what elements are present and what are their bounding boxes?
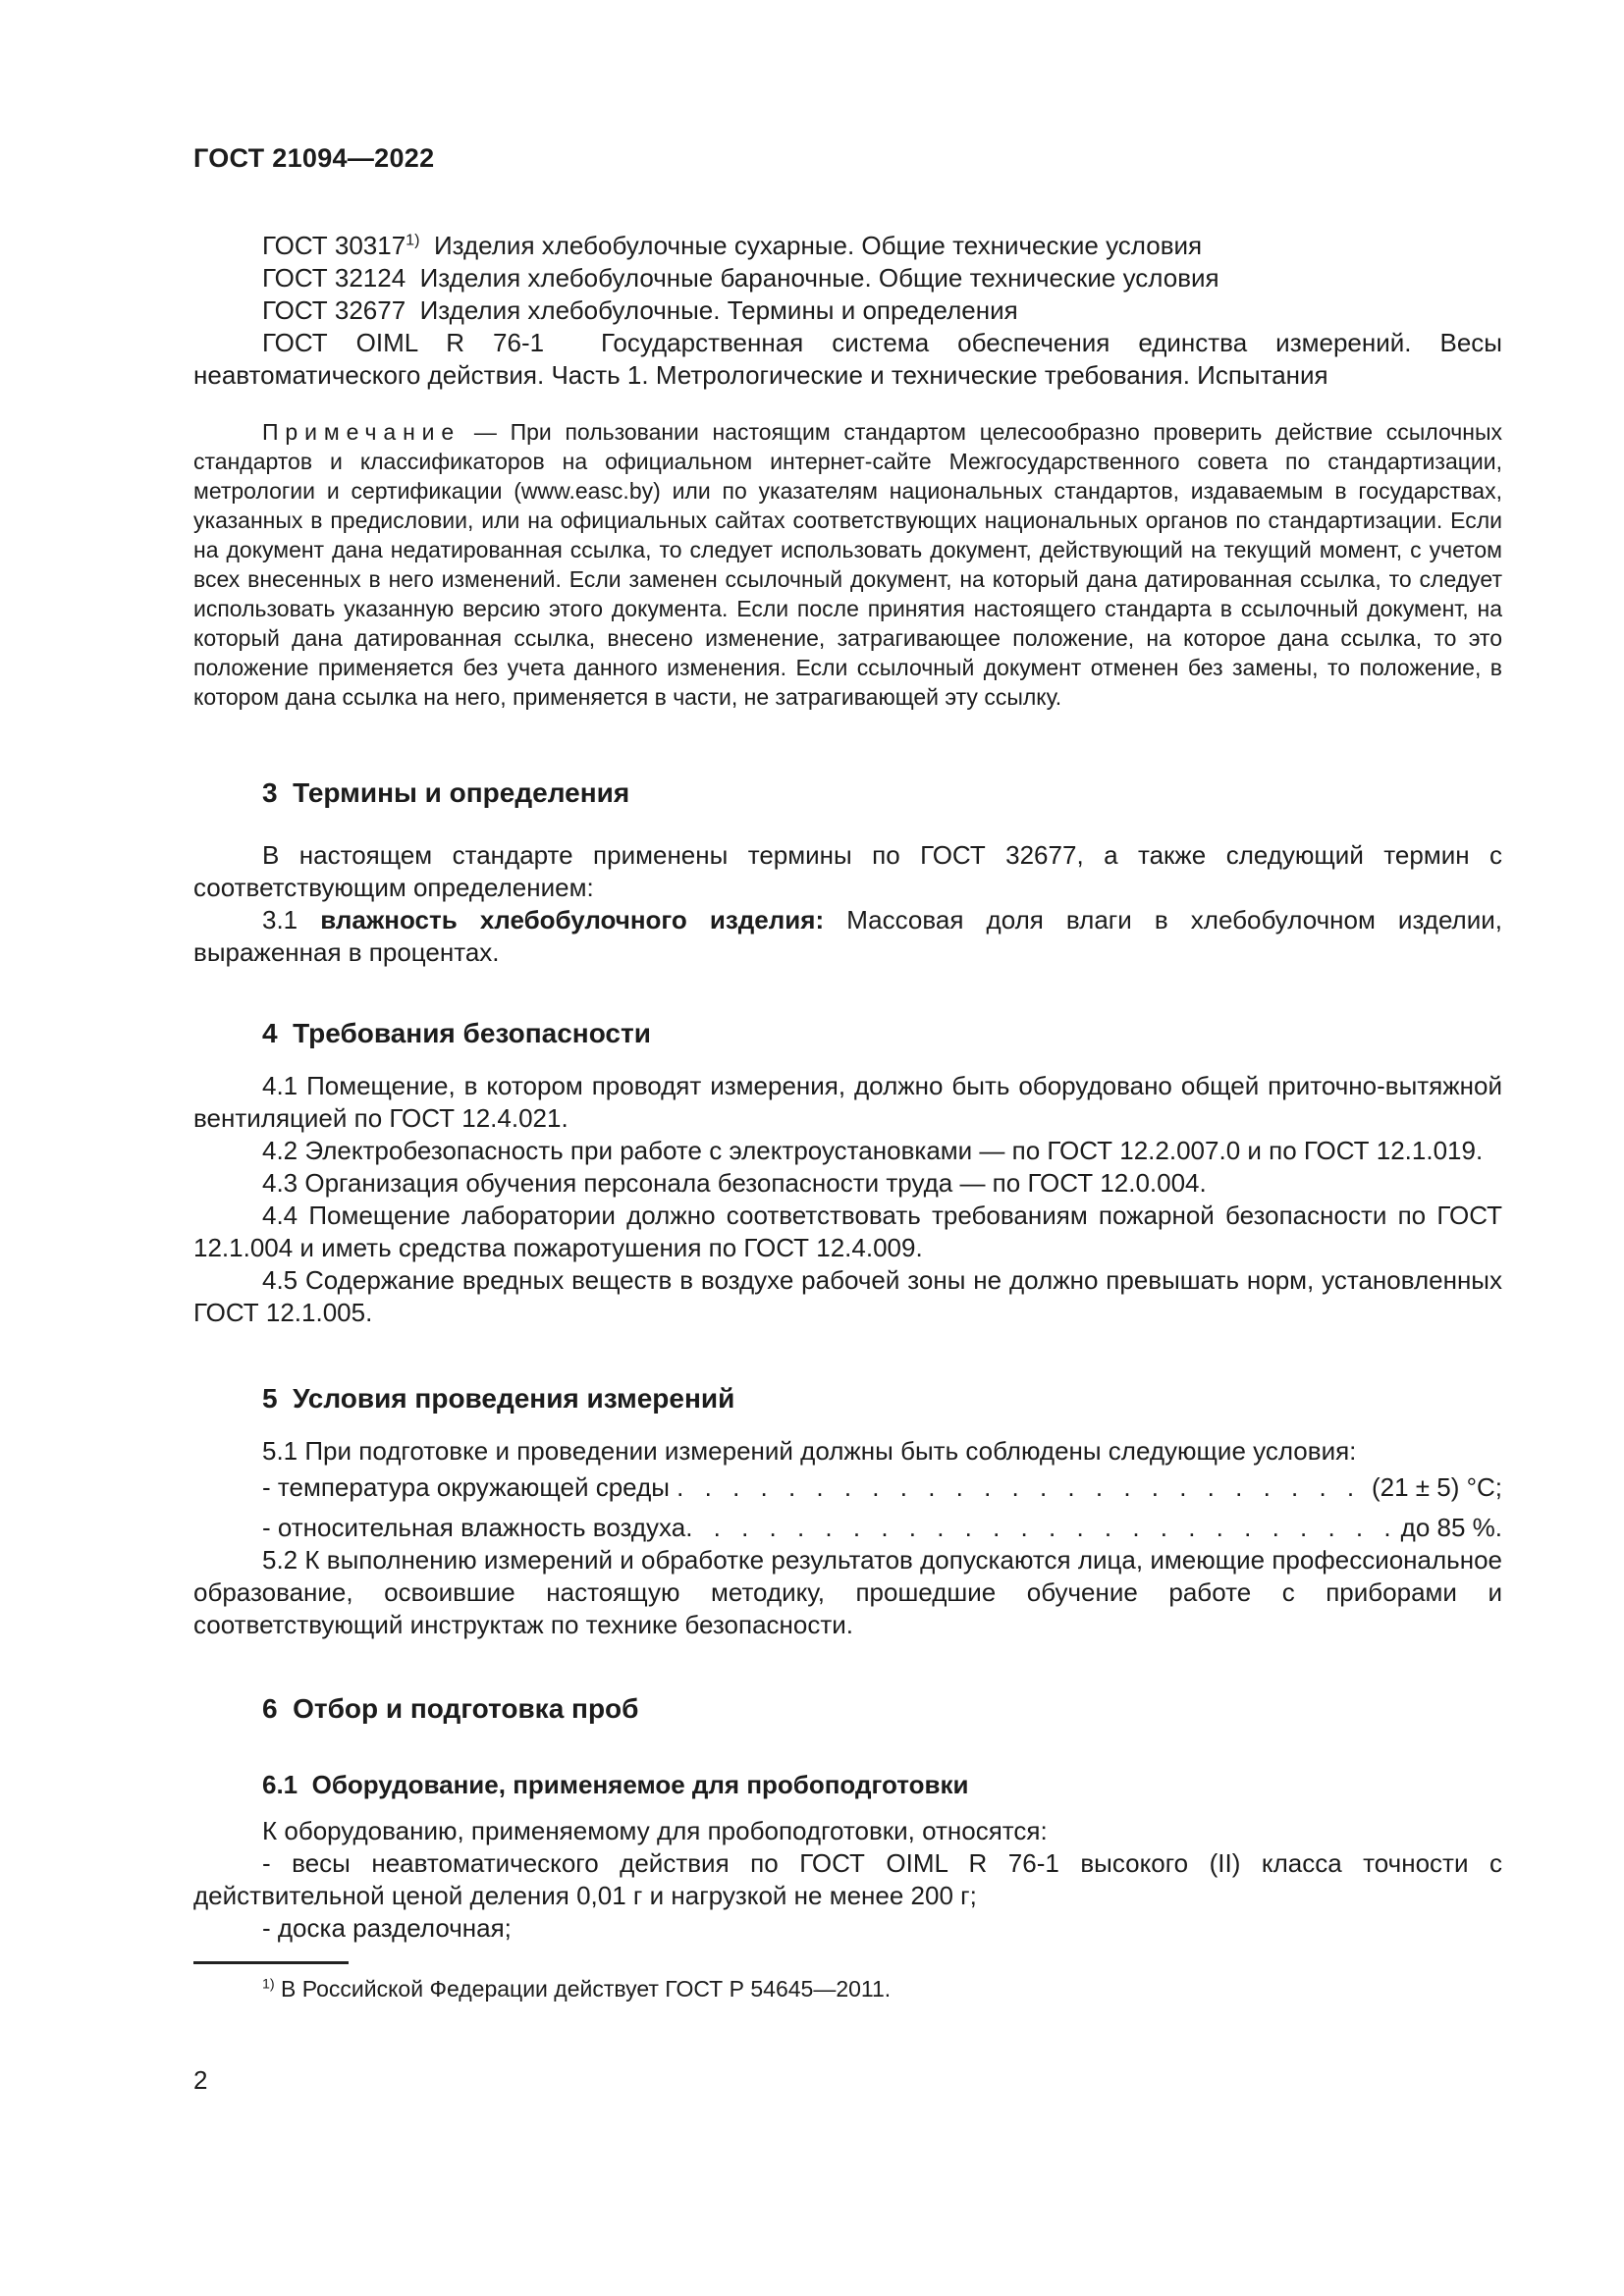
paragraph-terms-intro: В настоящем стандарте применены термины по ГОСТ 32677, а также следующий термин с соответствующим определением:	[193, 840, 1510, 902]
running-head: ГОСТ 21094—2022	[193, 143, 435, 173]
paragraph-4-2: 4.2 Электробезопасность при работе с электроустановками — по ГОСТ 12.2.007.0 и по ГОСТ 12.1.019.	[262, 1136, 1484, 1165]
condition-value: (21 ± 5) °C;	[1371, 1472, 1502, 1502]
footnote-marker: 1)	[406, 231, 420, 249]
term-definition-text: Массовая доля влаги в хлебобулочном изделии, выраженная в процентах.	[193, 905, 1510, 967]
reference-item	[193, 230, 1502, 262]
dotted-leader	[685, 1512, 1400, 1544]
term-name: влажность хлебобулочного изделия:	[320, 905, 847, 934]
reference-title: Изделия хлебобулочные сухарные. Общие технические условия	[419, 231, 1203, 260]
condition-humidity-row	[193, 1512, 1502, 1544]
section-heading-terms: 3 Термины и определения	[262, 777, 630, 808]
section-heading-conditions: 5 Условия проведения измерений	[262, 1383, 735, 1414]
term-number: 3.1	[262, 905, 321, 934]
page-content	[193, 0, 1510, 2026]
footnote-marker: 1)	[262, 1976, 275, 1993]
paragraph-5-1: 5.1 При подготовке и проведении измерений должны быть соблюдены следующие условия:	[262, 1436, 1357, 1466]
footnote-text: В Российской Федерации действует ГОСТ Р 54645—2011.	[274, 1976, 892, 2002]
note-text: — При пользовании настоящим стандартом целесообразно проверить действие ссылочных стандартов и классификаторов на официальном интернет-сайте Межгосударственного совета по стандартизации, метрологии и сертификации (www.easc.by) или по указателям национальных стандартов, издаваемым в государствах, указанных в предисловии, или на официальных сайтах соответствующих национальных органов по стандартизации. Если на документ дана недатированная ссылка, то следует использовать документ, действующий на текущий момент, с учетом всех внесенных в него изменений. Если заменен ссылочный документ, на который дана датированная ссылка, то следует использовать указанную версию этого документа. Если после принятия настоящего стандарта в ссылочный документ, на который дана датированная ссылка, внесено изменение, затрагивающее положение, на которое дана ссылка, то это положение применяется без учета данного изменения. Если ссылочный документ отменен без замены, то положение, в котором дана ссылка на него, применяется в части, не затрагивающей эту ссылку.	[193, 419, 1509, 710]
paragraph-4-5: 4.5 Содержание вредных веществ в воздухе рабочей зоны не должно превышать норм, установленных ГОСТ 12.1.005.	[193, 1265, 1510, 1327]
footnote-divider	[193, 1961, 349, 1964]
note-label: Примечание	[262, 419, 461, 445]
paragraph-4-1: 4.1 Помещение, в котором проводят измерения, должно быть оборудовано общей приточно-вытяжной вентиляцией по ГОСТ 12.4.021.	[193, 1071, 1510, 1133]
condition-label: - относительная влажность воздуха	[262, 1513, 686, 1542]
paragraph-term-definition	[193, 904, 1510, 969]
page-number: 2	[193, 2065, 208, 2095]
paragraph-4-3: 4.3 Организация обучения персонала безопасности труда — по ГОСТ 12.0.004.	[262, 1168, 1207, 1198]
list-item-scales: - весы неавтоматического действия по ГОСТ OIML R 76-1 высокого (II) класса точности с действительной ценой деления 0,01 г и нагрузкой не менее 200 г;	[193, 1848, 1510, 1910]
reference-item: ГОСТ 32124 Изделия хлебобулочные бараночные. Общие технические условия	[262, 263, 1219, 293]
dotted-leader	[677, 1471, 1372, 1504]
paragraph-4-4: 4.4 Помещение лаборатории должно соответствовать требованиям пожарной безопасности по ГОСТ 12.1.004 и иметь средства пожаротушения по ГОСТ 12.4.009.	[193, 1201, 1510, 1262]
paragraph-6-1-intro: К оборудованию, применяемому для пробоподготовки, относятся:	[262, 1816, 1048, 1845]
section-heading-safety: 4 Требования безопасности	[262, 1018, 651, 1048]
paragraph-5-2: 5.2 К выполнению измерений и обработке результатов допускаются лица, имеющие профессиональное образование, освоившие настоящую методику, прошедшие обучение работе с приборами и соответствующий инструктаж по технике безопасности.	[193, 1545, 1510, 1639]
section-heading-sampling: 6 Отбор и подготовка проб	[262, 1693, 639, 1724]
reference-item: ГОСТ 32677 Изделия хлебобулочные. Термины и определения	[262, 295, 1018, 325]
reference-code: ГОСТ 30317	[262, 231, 406, 260]
footnote	[193, 1974, 1502, 2003]
subsection-heading-6-1: 6.1 Оборудование, применяемое для пробоподготовки	[262, 1770, 969, 1799]
reference-item: ГОСТ OIML R 76-1 Государственная система обеспечения единства измерений. Весы неавтоматического действия. Часть 1. Метрологические и технические требования. Испытания	[193, 328, 1510, 390]
note-block	[193, 417, 1509, 712]
condition-temperature-row	[193, 1471, 1502, 1504]
condition-value: до 85 %.	[1400, 1513, 1502, 1542]
condition-label: - температура окружающей среды	[262, 1472, 677, 1502]
list-item-cutting-board: - доска разделочная;	[262, 1913, 512, 1943]
